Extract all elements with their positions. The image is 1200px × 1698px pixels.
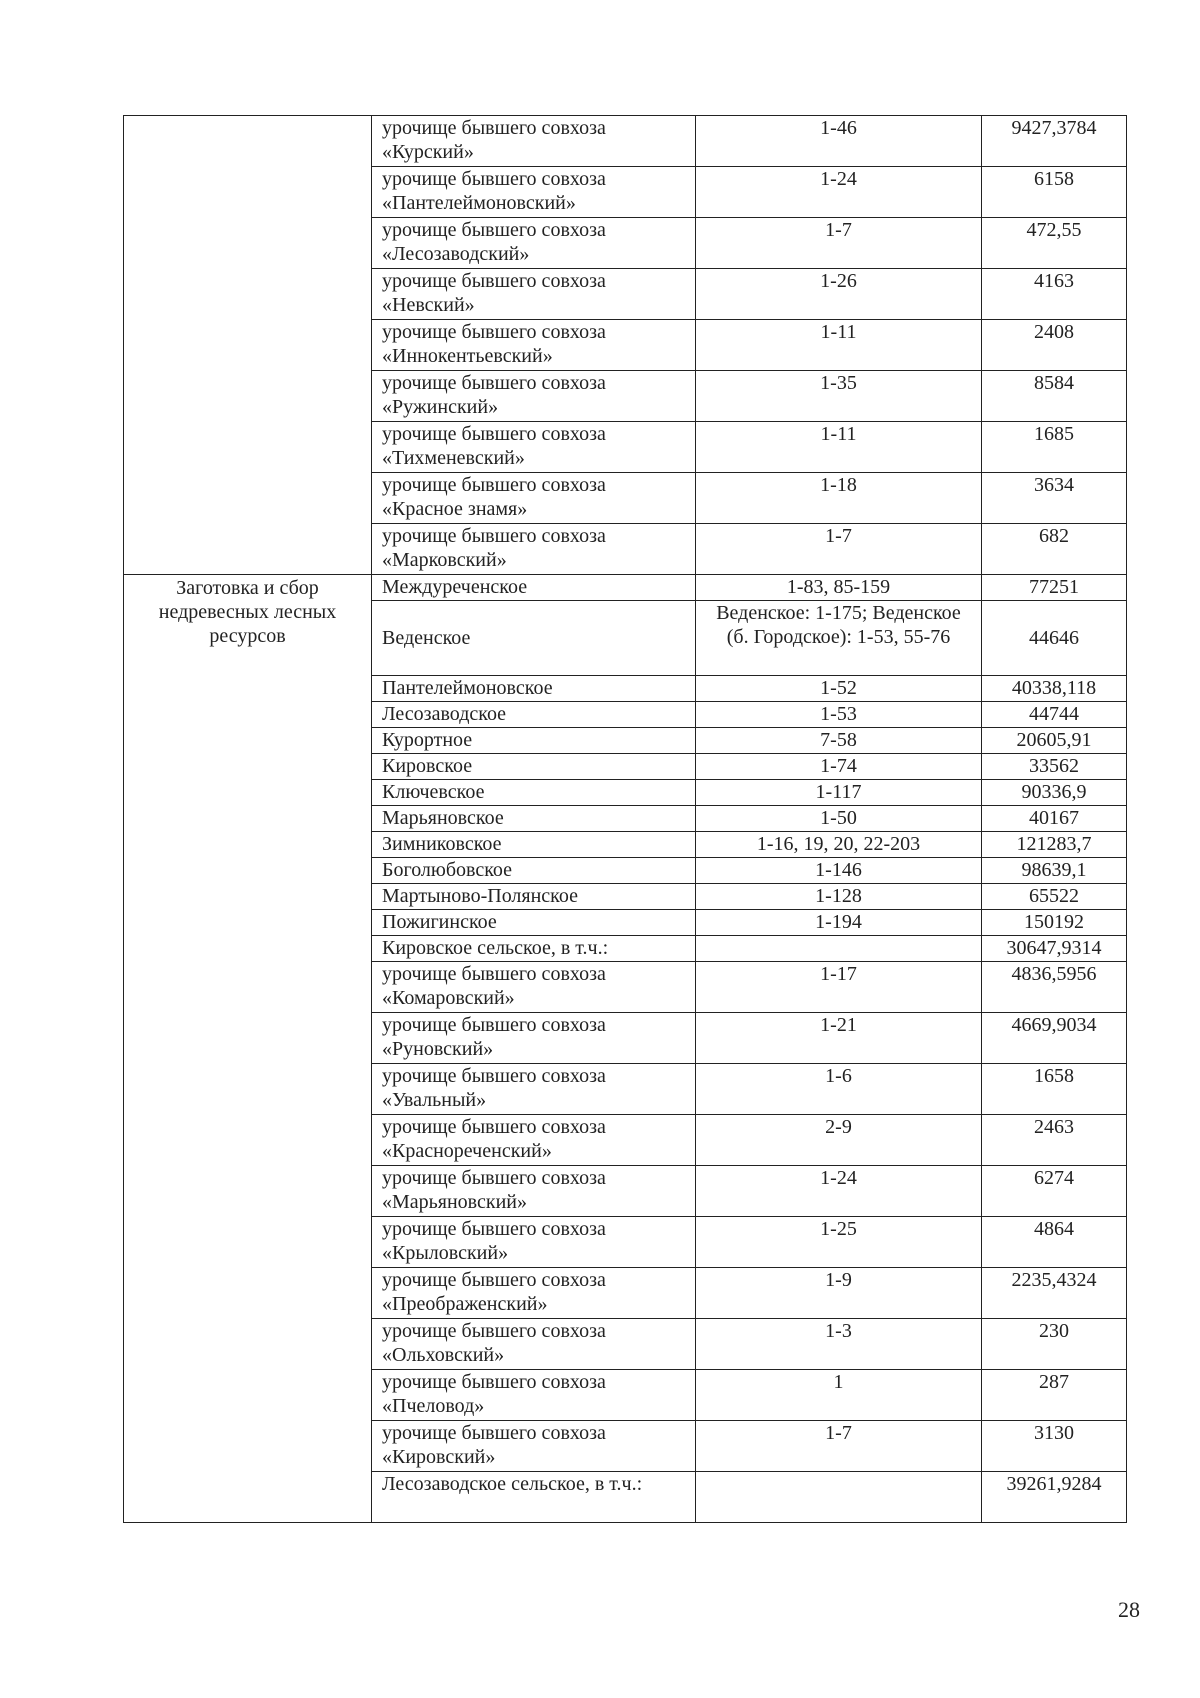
plot-name-cell: урочище бывшего совхоза «Марьяновский» [372, 1166, 696, 1217]
plot-name-cell: урочище бывшего совхоза «Крыловский» [372, 1217, 696, 1268]
area-cell: 30647,9314 [982, 936, 1127, 962]
quarters-cell: 1-74 [696, 754, 982, 780]
area-cell: 90336,9 [982, 780, 1127, 806]
plot-name-cell: Пантелеймоновское [372, 676, 696, 702]
area-cell: 472,55 [982, 218, 1127, 269]
use-type-cell: Заготовка и сбор недревесных лесных ресурсов [124, 575, 372, 1523]
quarters-cell: 1-83, 85-159 [696, 575, 982, 601]
quarters-cell: 1-24 [696, 167, 982, 218]
plot-name-cell: урочище бывшего совхоза «Пантелеймоновский» [372, 167, 696, 218]
quarters-cell: 1-35 [696, 371, 982, 422]
plot-name-cell: Ключевское [372, 780, 696, 806]
plot-name-cell: Кировское сельское, в т.ч.: [372, 936, 696, 962]
table-body [124, 116, 1127, 1523]
area-cell: 3634 [982, 473, 1127, 524]
plot-name-cell: урочище бывшего совхоза «Лесозаводский» [372, 218, 696, 269]
quarters-cell: 1-25 [696, 1217, 982, 1268]
quarters-cell: 1-7 [696, 218, 982, 269]
area-cell: 4163 [982, 269, 1127, 320]
plot-name-cell: Марьяновское [372, 806, 696, 832]
area-cell: 2408 [982, 320, 1127, 371]
quarters-cell [696, 936, 982, 962]
quarters-cell: 1-16, 19, 20, 22-203 [696, 832, 982, 858]
plot-name-cell: Боголюбовское [372, 858, 696, 884]
quarters-cell: 1-11 [696, 320, 982, 371]
plot-name-cell: Лесозаводское [372, 702, 696, 728]
quarters-cell: 1-18 [696, 473, 982, 524]
quarters-cell: 1-3 [696, 1319, 982, 1370]
plot-name-cell: урочище бывшего совхоза «Ружинский» [372, 371, 696, 422]
quarters-cell: 1-146 [696, 858, 982, 884]
plot-name-cell: Зимниковское [372, 832, 696, 858]
area-cell: 1658 [982, 1064, 1127, 1115]
page-number: 28 [1118, 1597, 1140, 1622]
plot-name-cell: урочище бывшего совхоза «Пчеловод» [372, 1370, 696, 1421]
plot-name-cell: урочище бывшего совхоза «Невский» [372, 269, 696, 320]
quarters-cell: 1 [696, 1370, 982, 1421]
quarters-cell: 1-46 [696, 116, 982, 167]
area-cell: 150192 [982, 910, 1127, 936]
plot-name-cell: Междуреченское [372, 575, 696, 601]
quarters-cell: 1-26 [696, 269, 982, 320]
area-cell: 33562 [982, 754, 1127, 780]
quarters-cell: 1-17 [696, 962, 982, 1013]
quarters-cell: 1-194 [696, 910, 982, 936]
quarters-cell: 1-52 [696, 676, 982, 702]
area-cell: 44744 [982, 702, 1127, 728]
quarters-cell: 1-6 [696, 1064, 982, 1115]
quarters-cell: 1-128 [696, 884, 982, 910]
area-cell: 20605,91 [982, 728, 1127, 754]
area-cell: 1685 [982, 422, 1127, 473]
plot-name-cell: Лесозаводское сельское, в т.ч.: [372, 1472, 696, 1523]
quarters-cell: 1-50 [696, 806, 982, 832]
quarters-cell: 1-7 [696, 524, 982, 575]
area-cell: 77251 [982, 575, 1127, 601]
forest-use-table [123, 115, 1127, 1523]
area-cell: 9427,3784 [982, 116, 1127, 167]
plot-name-cell: урочище бывшего совхоза «Преображенский» [372, 1268, 696, 1319]
area-cell: 4669,9034 [982, 1013, 1127, 1064]
quarters-cell: 1-9 [696, 1268, 982, 1319]
area-cell: 2463 [982, 1115, 1127, 1166]
plot-name-cell: Кировское [372, 754, 696, 780]
area-cell: 3130 [982, 1421, 1127, 1472]
plot-name-cell: урочище бывшего совхоза «Руновский» [372, 1013, 696, 1064]
plot-name-cell: урочище бывшего совхоза «Увальный» [372, 1064, 696, 1115]
area-cell: 4864 [982, 1217, 1127, 1268]
area-cell: 287 [982, 1370, 1127, 1421]
plot-name-cell: Веденское [372, 601, 696, 676]
area-cell: 8584 [982, 371, 1127, 422]
quarters-cell: 1-117 [696, 780, 982, 806]
area-cell: 98639,1 [982, 858, 1127, 884]
quarters-cell: Веденское: 1-175; Веденское (б. Городское): 1-53, 55-76 [696, 601, 982, 676]
area-cell: 40167 [982, 806, 1127, 832]
quarters-cell: 1-11 [696, 422, 982, 473]
area-cell: 65522 [982, 884, 1127, 910]
table-row [124, 116, 1127, 167]
area-cell: 2235,4324 [982, 1268, 1127, 1319]
area-cell: 230 [982, 1319, 1127, 1370]
area-cell: 682 [982, 524, 1127, 575]
quarters-cell: 2-9 [696, 1115, 982, 1166]
plot-name-cell: урочище бывшего совхоза «Иннокентьевский» [372, 320, 696, 371]
quarters-cell: 7-58 [696, 728, 982, 754]
quarters-cell: 1-53 [696, 702, 982, 728]
plot-name-cell: Пожигинское [372, 910, 696, 936]
table-row [124, 575, 1127, 601]
area-cell: 4836,5956 [982, 962, 1127, 1013]
plot-name-cell: урочище бывшего совхоза «Ольховский» [372, 1319, 696, 1370]
quarters-cell [696, 1472, 982, 1523]
use-type-cell [124, 116, 372, 575]
quarters-cell: 1-7 [696, 1421, 982, 1472]
area-cell: 6158 [982, 167, 1127, 218]
area-cell: 44646 [982, 601, 1127, 676]
area-cell: 121283,7 [982, 832, 1127, 858]
area-cell: 39261,9284 [982, 1472, 1127, 1523]
plot-name-cell: урочище бывшего совхоза «Краснореченский» [372, 1115, 696, 1166]
quarters-cell: 1-21 [696, 1013, 982, 1064]
plot-name-cell: урочище бывшего совхоза «Курский» [372, 116, 696, 167]
plot-name-cell: урочище бывшего совхоза «Комаровский» [372, 962, 696, 1013]
plot-name-cell: урочище бывшего совхоза «Тихменевский» [372, 422, 696, 473]
area-cell: 6274 [982, 1166, 1127, 1217]
plot-name-cell: урочище бывшего совхоза «Марковский» [372, 524, 696, 575]
plot-name-cell: Курортное [372, 728, 696, 754]
plot-name-cell: урочище бывшего совхоза «Красное знамя» [372, 473, 696, 524]
plot-name-cell: урочище бывшего совхоза «Кировский» [372, 1421, 696, 1472]
plot-name-cell: Мартыново-Полянское [372, 884, 696, 910]
quarters-cell: 1-24 [696, 1166, 982, 1217]
area-cell: 40338,118 [982, 676, 1127, 702]
